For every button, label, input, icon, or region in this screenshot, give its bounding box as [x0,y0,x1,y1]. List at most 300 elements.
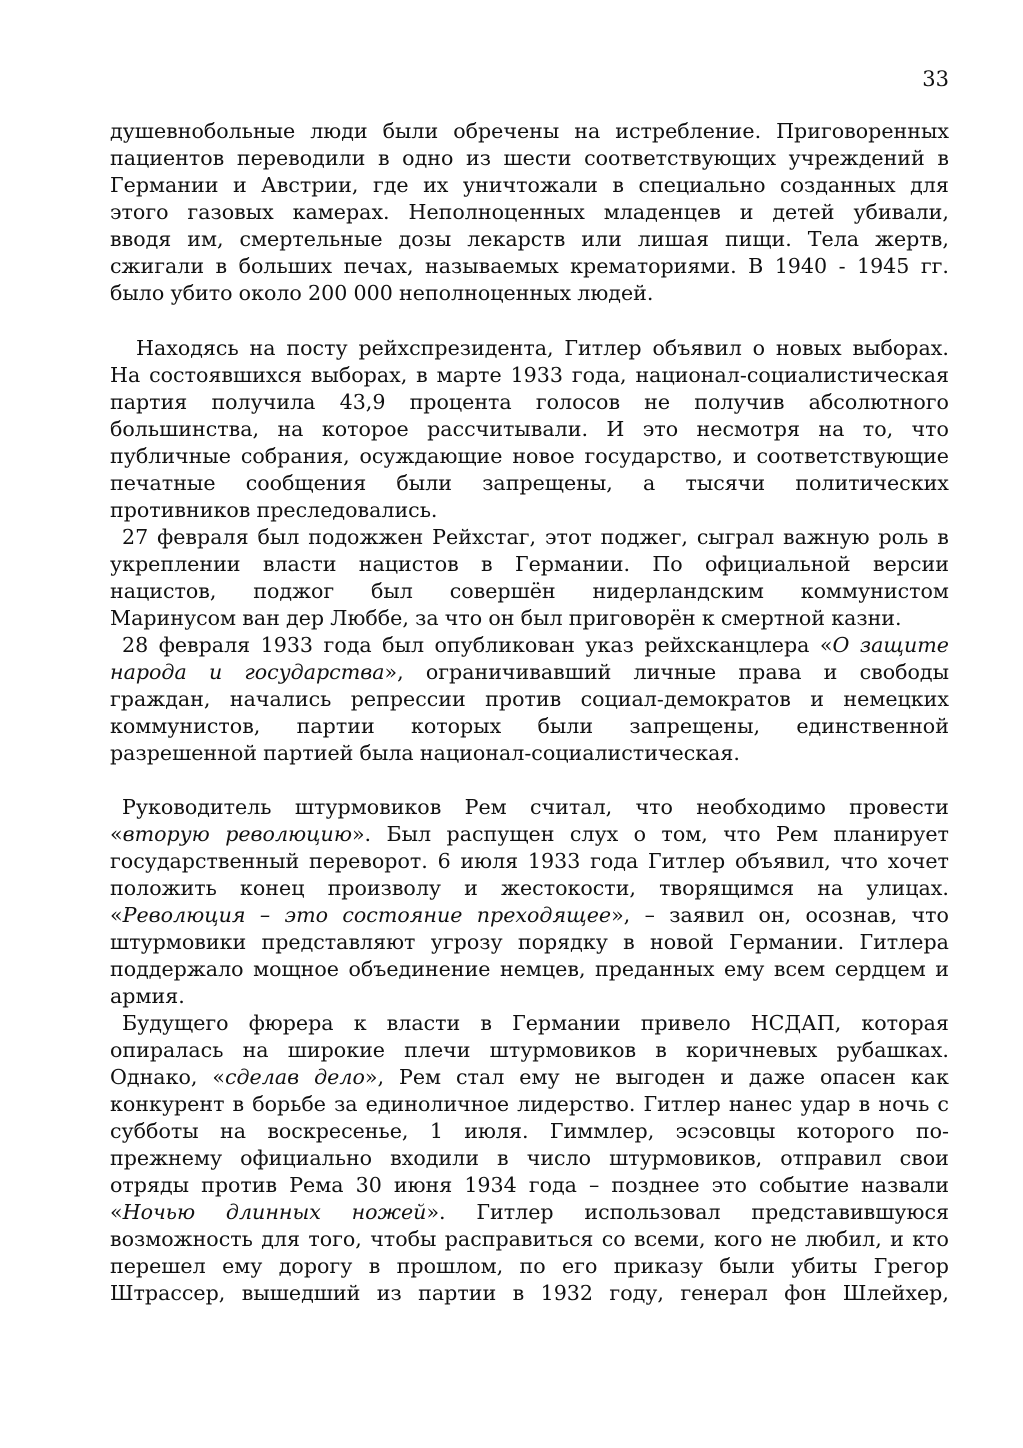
word: состоявшихся [149,362,302,387]
word: объявил, [734,849,831,873]
word: позднее [611,1173,700,1197]
word: процента [409,389,512,414]
word: партией [263,740,354,765]
word: граждан, [110,686,211,711]
word: крематориями. [570,254,737,278]
word: И [606,416,625,441]
word: 1934 [464,1173,517,1197]
word: необходимо [696,795,826,819]
word: что [444,605,483,630]
word: Германии [110,173,219,197]
word: армия. [110,984,185,1008]
word: казни. [831,605,902,630]
word: большинства, [110,416,260,441]
word: которая [861,1011,949,1035]
word: По [652,551,683,576]
word: выгоден [615,1065,706,1089]
word: которого [796,1119,895,1143]
word: использовал [584,1200,721,1224]
word: порядку [517,930,608,954]
word: не [574,1065,601,1089]
word: были [382,119,439,143]
word: были [719,1254,775,1278]
word: рассчитывали. [427,416,589,441]
word: - [838,254,846,278]
word: неполноценных [398,281,572,305]
word: смертельные [239,227,383,251]
word: и [720,1065,734,1089]
word: убито [170,281,233,305]
word: осуждающие [359,443,503,468]
text-line [110,794,949,821]
paragraph [110,632,949,767]
word: он [488,605,515,630]
word: эсэсовцы [675,1119,776,1143]
word: улицах. [866,876,949,900]
word: душевнобольные [110,119,296,143]
word: роль [878,524,929,549]
word: февраля [157,524,249,549]
word: дорогу [278,1254,353,1278]
word: представляют [261,930,416,954]
word: нацистов, [110,578,217,603]
word: важную [783,524,870,549]
word: субботы [110,1119,199,1143]
word: нидерландским [592,578,764,603]
word: 1933 [510,362,563,387]
word: были [537,713,594,738]
word: специально [638,173,766,197]
word: 28 [122,632,149,657]
word: любил, [805,1227,882,1251]
word: генерал [680,1281,768,1305]
word: что [911,903,949,927]
word: февраля [158,632,251,657]
word: Грегор [873,1254,949,1278]
word: 1940 [774,254,828,278]
word: этот [545,524,592,549]
text-line [110,524,949,551]
word: подожжен [308,524,424,549]
word: это [284,903,329,927]
word: о [752,335,766,360]
text-line [110,470,949,497]
word: конец [240,876,305,900]
document-body [110,118,949,1307]
word: национал-социалистическая. [419,740,740,765]
word: получив [694,389,785,414]
word: где [372,173,409,197]
word: году, [609,1281,664,1305]
word: со [601,1227,626,1251]
word: 43,9 [339,389,386,414]
word: его [562,1254,598,1278]
word: к [353,1011,367,1035]
word: перешел [110,1254,206,1278]
word: начались [229,686,332,711]
word: 1933 [260,632,314,657]
word: около [238,281,302,305]
word: и [810,686,824,711]
word: назвали [861,1173,949,1197]
word: печах, [343,254,414,278]
word: было [110,281,165,305]
word: собрания, [240,443,350,468]
word: государственный [110,849,300,873]
paragraph [110,1010,949,1307]
word: удар [800,1092,851,1116]
word: и [732,443,747,468]
word: в [215,254,228,278]
word: в [481,551,493,576]
word: воскресенье, [267,1119,409,1143]
word: власти [262,551,337,576]
word: несмотря [696,416,800,441]
word: распущен [446,822,555,846]
word: свои [899,1146,949,1170]
word: входили [390,1146,479,1170]
word: за [415,605,439,630]
word: социал-демократов [580,686,791,711]
word: уничтожали [462,173,598,197]
word: дозы [398,227,452,251]
word: ему [519,1065,560,1089]
word: запрещены, [482,470,613,495]
word: нанес [728,1092,793,1116]
text-line [110,686,949,713]
word: поджег, [600,524,688,549]
word: новое [512,443,575,468]
word: младенцев [603,200,721,224]
word: революцию». [225,822,372,846]
word: объявил [652,335,742,360]
text-line [110,956,949,983]
text-line [110,659,949,686]
word: лидерство. [517,1092,636,1116]
word: газовых [187,200,274,224]
word: соответствующие [756,443,949,468]
word: считал, [530,795,613,819]
word: в [937,524,949,549]
word: 27 [122,524,149,549]
word: выборах, [310,362,408,387]
word: не [770,1227,797,1251]
word: тысячи [685,470,766,495]
word: с [937,1092,949,1116]
paragraph-gap [110,307,949,335]
word: заявил [669,903,745,927]
word: всеми, [634,1227,706,1251]
word: разрешенной [110,740,257,765]
word: осознав, [805,903,898,927]
word: камерах. [292,200,390,224]
word: провести [849,795,949,819]
word: событие [758,1173,850,1197]
word: за [334,1092,358,1116]
text-line [110,551,949,578]
word: штурмовики [110,930,247,954]
word: и [890,1227,904,1251]
word: штурмовиков [294,795,442,819]
word: Австрии, [261,173,359,197]
word: из [465,146,491,170]
word: опиралась [110,1038,224,1062]
word: это [711,1173,747,1197]
word: фон [784,1281,827,1305]
word: широкие [287,1038,385,1062]
word: Гитлер [476,1200,554,1224]
word: на [219,1119,246,1143]
text-line [110,632,949,659]
word: ему [724,957,765,981]
text-line [110,199,949,226]
word: была [359,740,414,765]
text-line [110,362,949,389]
text-line [110,497,949,524]
word: Тела [807,227,860,251]
word: власти [386,1011,461,1035]
word: пациентов [110,146,225,170]
word: длинных [225,1200,321,1224]
word: лишая [637,227,709,251]
word: нацистов [358,551,459,576]
word: приговорён [568,605,696,630]
word: Рем [398,1065,442,1089]
word: прошлом, [396,1254,504,1278]
word: абсолютного [808,389,949,414]
word: в [416,362,428,387]
word: государства», [244,659,404,684]
word: кого [713,1227,763,1251]
word: был [371,578,413,603]
word: Неполноценных [408,200,585,224]
word: поддержало [110,957,244,981]
word: сжигали [110,254,205,278]
text-line [110,1064,949,1091]
word: которое [321,416,409,441]
text-line [110,1280,949,1307]
word: и [232,173,247,197]
word: совершён [449,578,556,603]
word: он, [758,903,792,927]
word: посту [286,335,348,360]
word: дело», [314,1065,385,1089]
word: их [423,173,449,197]
word: Люббе, [330,605,409,630]
word: Гиммлер, [549,1119,655,1143]
word: в [655,1038,667,1062]
word: в [368,1254,381,1278]
word: пищи. [724,227,792,251]
word: 6 [437,849,451,873]
word: обречены [453,119,560,143]
word: Гитлера [859,930,949,954]
word: единственной [796,713,949,738]
word: в [512,1281,525,1305]
word: поджог [253,578,335,603]
word: против [201,1173,278,1197]
word: Гитлер [647,849,726,873]
text-line [110,1010,949,1037]
word: Шлейхер, [842,1281,949,1305]
word: Штрассер, [110,1281,226,1305]
word: запрещены, [629,713,761,738]
word: планирует [833,822,949,846]
word: «сделав [212,1065,300,1089]
word: произволу [327,876,442,900]
word: – [589,1173,600,1197]
word: марте [436,362,502,387]
word: Маринусом [110,605,237,630]
word: рейхсканцлера [644,632,810,657]
word: Находясь [136,335,239,360]
word: сердцем [834,957,926,981]
word: прежнему [110,1146,223,1170]
word: учреждений [788,146,925,170]
word: и [464,876,478,900]
word: против [485,686,562,711]
word: государство, [584,443,723,468]
word: права [738,659,802,684]
word: жестокости, [501,876,636,900]
word: июня [393,1173,453,1197]
word: опубликован [434,632,575,657]
word: печатные [110,470,216,495]
word: конкурент [110,1092,225,1116]
word: голосов [535,389,621,414]
word: политических [795,470,949,495]
word: «Революция [110,903,246,927]
text-line [110,1145,949,1172]
word: были [396,470,453,495]
word: представившуюся [751,1200,949,1224]
paragraph [110,524,949,632]
word: плечи [404,1038,471,1062]
word: Был [386,822,432,846]
word: преходящее», [476,903,631,927]
word: расправиться [444,1227,594,1251]
word: коричневых [686,1038,818,1062]
word: смертной [720,605,826,630]
word: угрозу [430,930,503,954]
word: шести [503,146,572,170]
word: кто [912,1227,949,1251]
paragraph [110,794,949,1010]
word: отряды [110,1173,190,1197]
word: опасен [819,1065,896,1089]
word: фюрера [248,1011,334,1035]
word: Рейхстаг, [432,524,537,549]
word: называемых [425,254,559,278]
word: в [497,1146,509,1170]
paragraph-gap [110,767,949,795]
word: отправил [780,1146,882,1170]
word: мощное [253,957,339,981]
word: «вторую [110,822,210,846]
word: возможность [110,1227,253,1251]
word: был [382,632,425,657]
word: то, [862,416,894,441]
word: по [519,1254,546,1278]
word: стал [456,1065,505,1089]
word: одно [402,146,454,170]
word: люди [310,119,368,143]
word: народа [110,659,187,684]
word: 30 [355,1173,382,1197]
text-line [110,443,949,470]
text-line [110,335,949,362]
word: всем [773,957,826,981]
word: а [643,470,656,495]
text-line [110,713,949,740]
word: «Ночью [110,1200,196,1224]
word: Германии [512,1011,621,1035]
word: лекарств [467,227,566,251]
word: немцев, [499,957,586,981]
word: партии [296,713,375,738]
word: в [623,930,635,954]
word: штурмовиков [489,1038,637,1062]
text-line [110,902,949,929]
word: в [480,1011,492,1035]
word: 000 [353,281,393,305]
word: официально [240,1146,373,1170]
word: это [642,416,679,441]
text-line [110,578,949,605]
text-line [110,1037,949,1064]
word: новых [775,335,842,360]
word: больших [238,254,333,278]
word: на [818,416,845,441]
word: в [232,1092,245,1116]
word: состояние [342,903,463,927]
word: 1933 [527,849,581,873]
word: коммунистов, [110,713,261,738]
word: и [935,957,949,981]
word: том, [661,822,708,846]
word: Приговоренных [776,119,949,143]
word: версии [872,551,949,576]
word: в [612,173,624,197]
word: рейхспрезидента, [358,335,554,360]
word: и [823,659,838,684]
word: на [249,335,276,360]
word: переворот. [309,849,428,873]
word: о [633,822,647,846]
word: и [739,200,754,224]
word: хочет [887,849,949,873]
word: ему [222,1254,263,1278]
word: 200 [308,281,348,305]
word: свободы [859,659,949,684]
word: гг. [920,254,949,278]
word: что [635,795,673,819]
text-line [110,740,949,767]
word: не [644,389,671,414]
text-line [110,280,949,307]
word: или [581,227,622,251]
text-line [110,389,949,416]
word: сообщения [245,470,367,495]
word: репрессии [350,686,466,711]
word: что [840,849,878,873]
word: детей [772,200,835,224]
word: соответствующих [584,146,777,170]
word: – [644,903,655,927]
word: – [259,903,271,927]
word: июля. [464,1119,529,1143]
word: творящимся [659,876,795,900]
